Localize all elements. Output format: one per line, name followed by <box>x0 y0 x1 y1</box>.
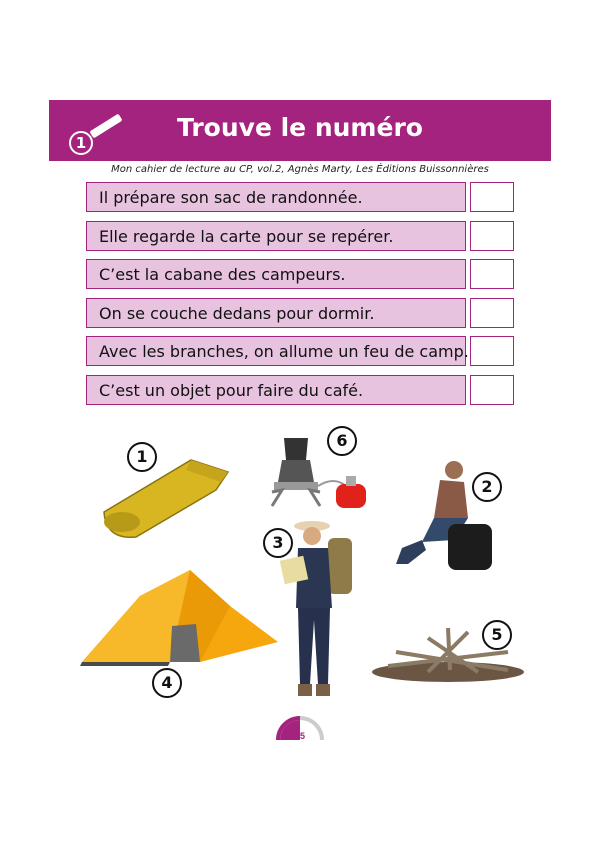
sentence-row <box>86 336 514 368</box>
sentence-text: C’est un objet pour faire du café. <box>86 375 466 405</box>
sentence-row <box>86 221 514 253</box>
sentence-list <box>86 182 514 413</box>
picture-number-badge: 3 <box>263 528 293 558</box>
picture-number-badge: 6 <box>327 426 357 456</box>
picture-number-badge: 5 <box>482 620 512 650</box>
book-credit: Mon cahier de lecture au CP, vol.2, Agnès Marty, Les Éditions Buissonnières <box>111 164 489 175</box>
answer-box[interactable] <box>470 298 514 328</box>
sentence-text: C’est la cabane des campeurs. <box>86 259 466 289</box>
answer-box[interactable] <box>470 182 514 212</box>
answer-box[interactable] <box>470 259 514 289</box>
sentence-row <box>86 298 514 330</box>
exercise-number: 1 <box>69 131 93 155</box>
picture-number-badge: 1 <box>127 442 157 472</box>
sleeping-bag-image <box>96 452 236 542</box>
sentence-row <box>86 182 514 214</box>
sentence-text: On se couche dedans pour dormir. <box>86 298 466 328</box>
page-number-tab <box>276 714 324 742</box>
exercise-header <box>49 100 551 161</box>
sentence-text: Il prépare son sac de randonnée. <box>86 182 466 212</box>
sentence-text: Elle regarde la carte pour se repérer. <box>86 221 466 251</box>
answer-box[interactable] <box>470 221 514 251</box>
coffee-stove-image <box>264 432 374 510</box>
tent-image <box>80 566 280 666</box>
picture-number-badge: 4 <box>152 668 182 698</box>
sentence-text: Avec les branches, on allume un feu de camp. <box>86 336 466 366</box>
picture-number-badge: 2 <box>472 472 502 502</box>
answer-box[interactable] <box>470 336 514 366</box>
page-title: Trouve le numéro <box>177 113 423 142</box>
page-number: 15 <box>294 731 306 741</box>
sentence-row <box>86 259 514 291</box>
answer-box[interactable] <box>470 375 514 405</box>
sentence-row <box>86 375 514 407</box>
